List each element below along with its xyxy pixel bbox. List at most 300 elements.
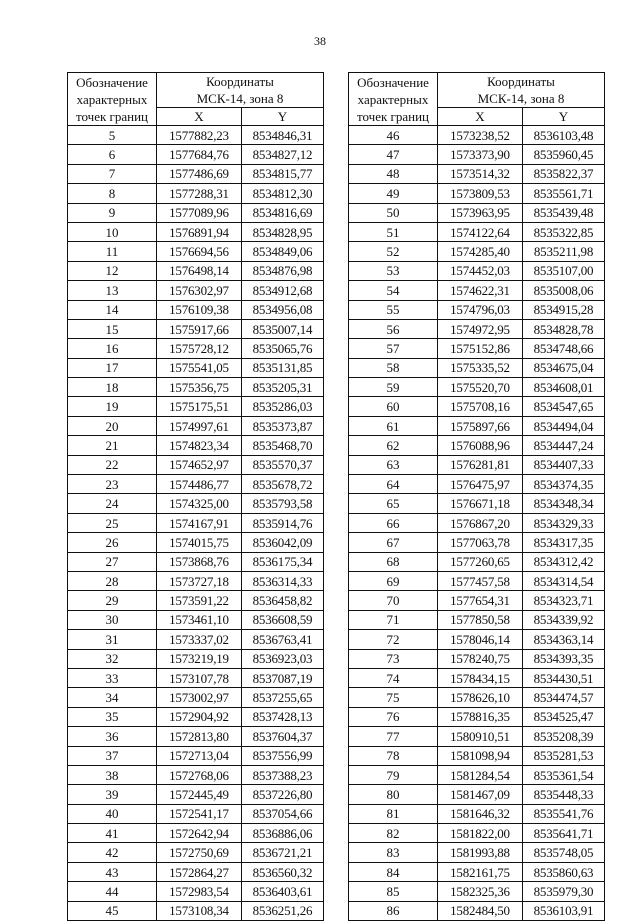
point-number-cell: 24 [68, 494, 157, 513]
x-coordinate-cell: 1575152,86 [438, 339, 523, 358]
table-row [68, 668, 324, 687]
point-number-cell: 71 [349, 610, 438, 629]
x-coordinate-cell: 1581098,94 [438, 746, 523, 765]
x-coordinate-cell: 1581646,32 [438, 804, 523, 823]
x-coordinate-cell: 1576475,97 [438, 475, 523, 494]
x-coordinate-cell: 1577882,23 [157, 126, 242, 145]
point-label-line: Обозначение [357, 74, 429, 90]
table-header [68, 73, 324, 126]
x-coordinate-cell: 1572642,94 [157, 824, 242, 843]
x-coordinate-cell: 1573461,10 [157, 610, 242, 629]
x-coordinate-cell: 1578434,15 [438, 668, 523, 687]
table-row [349, 261, 605, 280]
table-row [349, 668, 605, 687]
point-number-cell: 36 [68, 727, 157, 746]
x-coordinate-cell: 1577486,69 [157, 164, 242, 183]
y-coordinate-cell: 8535541,76 [523, 804, 605, 823]
point-number-cell: 42 [68, 843, 157, 862]
y-coordinate-cell: 8535007,14 [242, 319, 324, 338]
x-coordinate-cell: 1574122,64 [438, 222, 523, 241]
table-row [68, 416, 324, 435]
table-row [68, 281, 324, 300]
table-row [68, 824, 324, 843]
table-row [349, 688, 605, 707]
x-coordinate-cell: 1577089,96 [157, 203, 242, 222]
table-row [68, 571, 324, 590]
x-coordinate-cell: 1576867,20 [438, 513, 523, 532]
x-coordinate-cell: 1572445,49 [157, 785, 242, 804]
y-coordinate-cell: 8537087,19 [242, 668, 324, 687]
table-row [68, 727, 324, 746]
point-number-cell: 74 [349, 668, 438, 687]
x-coordinate-cell: 1581284,54 [438, 765, 523, 784]
table-row [68, 707, 324, 726]
point-number-cell: 30 [68, 610, 157, 629]
table-row [68, 804, 324, 823]
point-number-cell: 72 [349, 630, 438, 649]
table-row [68, 649, 324, 668]
coordinates-header-line: Координаты [206, 74, 274, 89]
point-number-cell: 59 [349, 378, 438, 397]
x-coordinate-cell: 1582484,50 [438, 901, 523, 920]
x-coordinate-cell: 1581993,88 [438, 843, 523, 862]
point-number-cell: 66 [349, 513, 438, 532]
y-coordinate-cell: 8536314,33 [242, 571, 324, 590]
point-number-cell: 26 [68, 533, 157, 552]
table-row [68, 455, 324, 474]
coordinates-header-line: Координаты [487, 74, 555, 89]
table-row [68, 533, 324, 552]
point-number-cell: 40 [68, 804, 157, 823]
y-coordinate-cell: 8534828,95 [242, 222, 324, 241]
table-row [349, 707, 605, 726]
x-coordinate-cell: 1576694,56 [157, 242, 242, 261]
y-coordinate-cell: 8534547,65 [523, 397, 605, 416]
point-number-cell: 10 [68, 222, 157, 241]
y-coordinate-cell: 8535468,70 [242, 436, 324, 455]
point-number-cell: 33 [68, 668, 157, 687]
y-coordinate-cell: 8534314,54 [523, 571, 605, 590]
point-label-line: точек границ [356, 108, 430, 124]
x-coordinate-cell: 1573108,34 [157, 901, 242, 920]
y-coordinate-cell: 8534876,98 [242, 261, 324, 280]
y-coordinate-cell: 8535793,58 [242, 494, 324, 513]
table-header [349, 73, 605, 126]
y-coordinate-cell: 8534374,35 [523, 475, 605, 494]
x-coordinate-cell: 1575520,70 [438, 378, 523, 397]
point-number-cell: 54 [349, 281, 438, 300]
x-coordinate-cell: 1572904,92 [157, 707, 242, 726]
point-number-cell: 8 [68, 184, 157, 203]
x-column-header: X [438, 108, 523, 126]
point-label-header [349, 73, 438, 126]
point-number-cell: 45 [68, 901, 157, 920]
table-row [349, 164, 605, 183]
y-coordinate-cell: 8534827,12 [242, 145, 324, 164]
table-row [349, 145, 605, 164]
y-coordinate-cell: 8534525,47 [523, 707, 605, 726]
point-number-cell: 53 [349, 261, 438, 280]
point-number-cell: 46 [349, 126, 438, 145]
point-number-cell: 28 [68, 571, 157, 590]
table-row [349, 339, 605, 358]
page-number: 38 [314, 34, 326, 48]
table-row [68, 630, 324, 649]
table-row [349, 552, 605, 571]
point-number-cell: 82 [349, 824, 438, 843]
point-number-cell: 51 [349, 222, 438, 241]
table-row [68, 261, 324, 280]
table-row [349, 649, 605, 668]
table-row [349, 494, 605, 513]
x-coordinate-cell: 1576088,96 [438, 436, 523, 455]
table-row [349, 824, 605, 843]
y-coordinate-cell: 8534312,42 [523, 552, 605, 571]
table-row [349, 358, 605, 377]
x-coordinate-cell: 1573002,97 [157, 688, 242, 707]
x-coordinate-cell: 1577457,58 [438, 571, 523, 590]
x-coordinate-cell: 1574796,03 [438, 300, 523, 319]
y-coordinate-cell: 8534393,35 [523, 649, 605, 668]
point-number-cell: 31 [68, 630, 157, 649]
x-coordinate-cell: 1575708,16 [438, 397, 523, 416]
x-coordinate-cell: 1578626,10 [438, 688, 523, 707]
point-number-cell: 77 [349, 727, 438, 746]
point-number-cell: 78 [349, 746, 438, 765]
x-coordinate-cell: 1575175,51 [157, 397, 242, 416]
x-coordinate-cell: 1572864,27 [157, 862, 242, 881]
y-coordinate-cell: 8535211,98 [523, 242, 605, 261]
y-coordinate-cell: 8535979,30 [523, 882, 605, 901]
point-number-cell: 68 [349, 552, 438, 571]
y-coordinate-cell: 8534828,78 [523, 319, 605, 338]
point-number-cell: 21 [68, 436, 157, 455]
x-coordinate-cell: 1580910,51 [438, 727, 523, 746]
y-coordinate-cell: 8534407,33 [523, 455, 605, 474]
point-number-cell: 80 [349, 785, 438, 804]
point-number-cell: 57 [349, 339, 438, 358]
point-number-cell: 76 [349, 707, 438, 726]
table-row [349, 203, 605, 222]
table-row [68, 901, 324, 920]
x-coordinate-cell: 1578046,14 [438, 630, 523, 649]
coordinates-table-right [348, 72, 605, 921]
x-coordinate-cell: 1581822,00 [438, 824, 523, 843]
table-row [349, 630, 605, 649]
table-row [68, 843, 324, 862]
table-row [68, 494, 324, 513]
x-coordinate-cell: 1577654,31 [438, 591, 523, 610]
y-coordinate-cell: 8534494,04 [523, 416, 605, 435]
point-number-cell: 39 [68, 785, 157, 804]
x-coordinate-cell: 1575541,05 [157, 358, 242, 377]
y-coordinate-cell: 8536721,21 [242, 843, 324, 862]
x-coordinate-cell: 1574015,75 [157, 533, 242, 552]
coordinates-header [157, 73, 324, 108]
table-row [349, 533, 605, 552]
coordinates-header-line: МСК-14, зона 8 [477, 91, 565, 106]
table-row [68, 475, 324, 494]
table-row [349, 319, 605, 338]
y-coordinate-cell: 8535641,71 [523, 824, 605, 843]
table-row [349, 397, 605, 416]
table-row [68, 746, 324, 765]
point-number-cell: 12 [68, 261, 157, 280]
table-row [68, 688, 324, 707]
table-row [349, 843, 605, 862]
y-coordinate-cell: 8534816,69 [242, 203, 324, 222]
table-row [68, 378, 324, 397]
point-number-cell: 83 [349, 843, 438, 862]
table-row [68, 203, 324, 222]
x-coordinate-cell: 1577288,31 [157, 184, 242, 203]
y-column-header: Y [242, 108, 324, 126]
point-number-cell: 70 [349, 591, 438, 610]
x-coordinate-cell: 1582161,75 [438, 862, 523, 881]
x-coordinate-cell: 1572768,06 [157, 765, 242, 784]
x-coordinate-cell: 1574622,31 [438, 281, 523, 300]
y-coordinate-cell: 8534363,14 [523, 630, 605, 649]
point-number-cell: 60 [349, 397, 438, 416]
y-coordinate-cell: 8534348,34 [523, 494, 605, 513]
point-number-cell: 48 [349, 164, 438, 183]
y-coordinate-cell: 8536886,06 [242, 824, 324, 843]
y-coordinate-cell: 8535748,05 [523, 843, 605, 862]
point-label-line: точек границ [75, 108, 149, 124]
table-row [68, 145, 324, 164]
y-coordinate-cell: 8535860,63 [523, 862, 605, 881]
table-row [349, 184, 605, 203]
point-number-cell: 9 [68, 203, 157, 222]
point-number-cell: 15 [68, 319, 157, 338]
point-number-cell: 11 [68, 242, 157, 261]
x-coordinate-cell: 1573727,18 [157, 571, 242, 590]
point-number-cell: 38 [68, 765, 157, 784]
y-coordinate-cell: 8535131,85 [242, 358, 324, 377]
x-coordinate-cell: 1577063,78 [438, 533, 523, 552]
y-coordinate-cell: 8535439,48 [523, 203, 605, 222]
table-row [68, 785, 324, 804]
table-row [349, 455, 605, 474]
table-row [349, 591, 605, 610]
point-number-cell: 35 [68, 707, 157, 726]
point-number-cell: 20 [68, 416, 157, 435]
y-coordinate-cell: 8535286,03 [242, 397, 324, 416]
table-row [68, 882, 324, 901]
x-coordinate-cell: 1576498,14 [157, 261, 242, 280]
y-coordinate-cell: 8535448,33 [523, 785, 605, 804]
x-coordinate-cell: 1573514,32 [438, 164, 523, 183]
x-coordinate-cell: 1578816,35 [438, 707, 523, 726]
point-number-cell: 81 [349, 804, 438, 823]
table-row [68, 397, 324, 416]
table-row [349, 416, 605, 435]
x-coordinate-cell: 1575356,75 [157, 378, 242, 397]
x-coordinate-cell: 1574452,03 [438, 261, 523, 280]
x-coordinate-cell: 1577260,65 [438, 552, 523, 571]
y-coordinate-cell: 8534815,77 [242, 164, 324, 183]
point-number-cell: 7 [68, 164, 157, 183]
y-coordinate-cell: 8534915,28 [523, 300, 605, 319]
y-coordinate-cell: 8537388,23 [242, 765, 324, 784]
x-coordinate-cell: 1577684,76 [157, 145, 242, 164]
table-row [68, 513, 324, 532]
x-coordinate-cell: 1574823,34 [157, 436, 242, 455]
y-coordinate-cell: 8537054,66 [242, 804, 324, 823]
point-number-cell: 25 [68, 513, 157, 532]
y-coordinate-cell: 8537226,80 [242, 785, 324, 804]
point-number-cell: 43 [68, 862, 157, 881]
y-coordinate-cell: 8534329,33 [523, 513, 605, 532]
point-number-cell: 29 [68, 591, 157, 610]
point-number-cell: 64 [349, 475, 438, 494]
point-number-cell: 14 [68, 300, 157, 319]
table-row [349, 804, 605, 823]
y-coordinate-cell: 8534912,68 [242, 281, 324, 300]
table-row [68, 436, 324, 455]
table-row [349, 901, 605, 920]
point-number-cell: 37 [68, 746, 157, 765]
table-row [349, 862, 605, 881]
x-coordinate-cell: 1572813,80 [157, 727, 242, 746]
point-number-cell: 86 [349, 901, 438, 920]
y-coordinate-cell: 8534474,57 [523, 688, 605, 707]
x-coordinate-cell: 1573809,53 [438, 184, 523, 203]
table-body [349, 126, 605, 921]
y-coordinate-cell: 8535822,37 [523, 164, 605, 183]
y-coordinate-cell: 8535322,85 [523, 222, 605, 241]
table-row [68, 765, 324, 784]
y-coordinate-cell: 8534675,04 [523, 358, 605, 377]
y-coordinate-cell: 8536103,48 [523, 126, 605, 145]
table-row [349, 475, 605, 494]
y-coordinate-cell: 8536403,61 [242, 882, 324, 901]
x-coordinate-cell: 1572983,54 [157, 882, 242, 901]
point-number-cell: 47 [349, 145, 438, 164]
point-label-line: характерных [357, 91, 429, 107]
point-number-cell: 27 [68, 552, 157, 571]
x-coordinate-cell: 1573337,02 [157, 630, 242, 649]
y-coordinate-cell: 8536763,41 [242, 630, 324, 649]
x-coordinate-cell: 1574997,61 [157, 416, 242, 435]
table-row [349, 765, 605, 784]
x-coordinate-cell: 1573373,90 [438, 145, 523, 164]
table-row [349, 436, 605, 455]
y-coordinate-cell: 8536923,03 [242, 649, 324, 668]
y-coordinate-cell: 8536458,82 [242, 591, 324, 610]
x-coordinate-cell: 1576281,81 [438, 455, 523, 474]
table-row [349, 746, 605, 765]
x-coordinate-cell: 1574167,91 [157, 513, 242, 532]
y-coordinate-cell: 8535208,39 [523, 727, 605, 746]
table-row [349, 222, 605, 241]
table-row [68, 184, 324, 203]
table-row [68, 358, 324, 377]
point-label-header [68, 73, 157, 126]
y-coordinate-cell: 8534608,01 [523, 378, 605, 397]
y-coordinate-cell: 8535960,45 [523, 145, 605, 164]
point-number-cell: 50 [349, 203, 438, 222]
table-row [68, 591, 324, 610]
point-number-cell: 67 [349, 533, 438, 552]
x-coordinate-cell: 1575335,52 [438, 358, 523, 377]
y-coordinate-cell: 8535570,37 [242, 455, 324, 474]
x-coordinate-cell: 1573591,22 [157, 591, 242, 610]
y-coordinate-cell: 8534317,35 [523, 533, 605, 552]
point-number-cell: 41 [68, 824, 157, 843]
point-number-cell: 69 [349, 571, 438, 590]
x-coordinate-cell: 1581467,09 [438, 785, 523, 804]
y-coordinate-cell: 8534748,66 [523, 339, 605, 358]
y-coordinate-cell: 8537604,37 [242, 727, 324, 746]
point-number-cell: 84 [349, 862, 438, 881]
point-number-cell: 61 [349, 416, 438, 435]
y-coordinate-cell: 8534323,71 [523, 591, 605, 610]
x-coordinate-cell: 1574486,77 [157, 475, 242, 494]
point-number-cell: 75 [349, 688, 438, 707]
point-number-cell: 19 [68, 397, 157, 416]
x-coordinate-cell: 1573963,95 [438, 203, 523, 222]
coordinates-table-left [67, 72, 324, 921]
point-number-cell: 6 [68, 145, 157, 164]
table-row [349, 242, 605, 261]
point-number-cell: 32 [68, 649, 157, 668]
x-coordinate-cell: 1572541,17 [157, 804, 242, 823]
table-row [349, 513, 605, 532]
y-coordinate-cell: 8536103,91 [523, 901, 605, 920]
x-coordinate-cell: 1573219,19 [157, 649, 242, 668]
table-row [68, 552, 324, 571]
x-coordinate-cell: 1576109,38 [157, 300, 242, 319]
point-number-cell: 44 [68, 882, 157, 901]
x-coordinate-cell: 1574325,00 [157, 494, 242, 513]
x-coordinate-cell: 1574652,97 [157, 455, 242, 474]
x-coordinate-cell: 1573238,52 [438, 126, 523, 145]
x-coordinate-cell: 1574972,95 [438, 319, 523, 338]
table-row [349, 300, 605, 319]
table-row [349, 727, 605, 746]
point-number-cell: 62 [349, 436, 438, 455]
x-coordinate-cell: 1575897,66 [438, 416, 523, 435]
point-number-cell: 5 [68, 126, 157, 145]
y-coordinate-cell: 8535914,76 [242, 513, 324, 532]
x-coordinate-cell: 1574285,40 [438, 242, 523, 261]
table-row [349, 785, 605, 804]
y-coordinate-cell: 8535373,87 [242, 416, 324, 435]
x-coordinate-cell: 1576671,18 [438, 494, 523, 513]
y-coordinate-cell: 8535281,53 [523, 746, 605, 765]
point-number-cell: 73 [349, 649, 438, 668]
y-coordinate-cell: 8537255,65 [242, 688, 324, 707]
y-coordinate-cell: 8536608,59 [242, 610, 324, 629]
point-number-cell: 55 [349, 300, 438, 319]
table-row [68, 339, 324, 358]
table-row [349, 126, 605, 145]
y-coordinate-cell: 8535361,54 [523, 765, 605, 784]
table-row [68, 222, 324, 241]
point-number-cell: 13 [68, 281, 157, 300]
y-coordinate-cell: 8536560,32 [242, 862, 324, 881]
table-row [68, 126, 324, 145]
point-number-cell: 65 [349, 494, 438, 513]
table-row [68, 300, 324, 319]
table-row [68, 862, 324, 881]
table-row [68, 319, 324, 338]
point-label-line: Обозначение [76, 74, 148, 90]
coordinates-header-line: МСК-14, зона 8 [196, 91, 284, 106]
y-coordinate-cell: 8534447,24 [523, 436, 605, 455]
point-number-cell: 85 [349, 882, 438, 901]
